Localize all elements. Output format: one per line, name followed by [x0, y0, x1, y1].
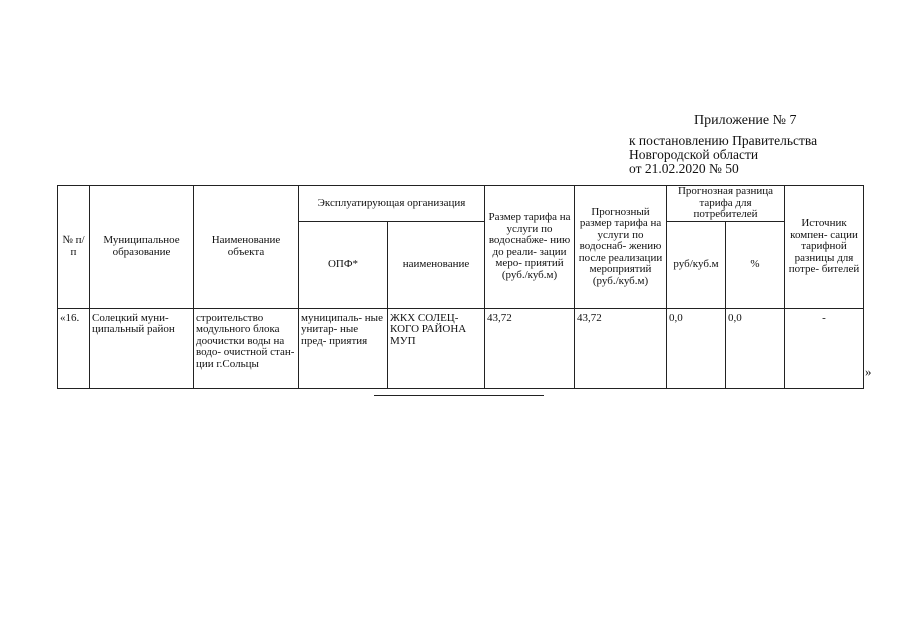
header-source: Источник компен- сации тарифной разницы для потре- бителей	[785, 186, 864, 309]
cell-object: строительство модульного блока доочистки воды на водо- очистной стан- ции г.Сольцы	[194, 308, 299, 388]
cell-num: «16.	[58, 308, 90, 388]
header-diff-rub: руб/куб.м	[667, 221, 726, 308]
cell-diff-pct: 0,0	[726, 308, 785, 388]
closing-quote: »	[865, 364, 872, 379]
tariff-table	[57, 185, 864, 389]
appendix-line-3: от 21.02.2020 № 50	[629, 161, 739, 176]
header-municipality: Муниципальное образование	[90, 186, 194, 309]
cell-diff-rub: 0,0	[667, 308, 726, 388]
appendix-title: Приложение № 7	[694, 113, 797, 128]
header-diff-group: Прогнозная разница тарифа для потребителей	[667, 186, 785, 222]
header-object: Наименование объекта	[194, 186, 299, 309]
cell-source: -	[785, 308, 864, 388]
appendix-line-2: Новгородской области	[629, 147, 759, 162]
header-num: № п/п	[58, 186, 90, 309]
header-opf: ОПФ*	[299, 221, 388, 308]
cell-municipality: Солецкий муни- ципальный район	[90, 308, 194, 388]
header-name: наименование	[388, 221, 485, 308]
header-operator-group: Эксплуатирующая организация	[299, 186, 485, 222]
cell-name: ЖКХ СОЛЕЦ- КОГО РАЙОНА МУП	[388, 308, 485, 388]
cell-opf: муниципаль- ные унитар- ные пред- приятия	[299, 308, 388, 388]
appendix-line-1: к постановлению Правительства	[629, 133, 818, 148]
table-row	[58, 308, 864, 388]
cell-tariff-forecast: 43,72	[575, 308, 667, 388]
header-tariff-forecast: Прогнозный размер тарифа на услуги по водоснаб- жению после реализации мероприятий (руб./куб.м)	[575, 186, 667, 309]
header-diff-pct: %	[726, 221, 785, 308]
cell-tariff-before: 43,72	[485, 308, 575, 388]
separator-line	[374, 395, 544, 396]
appendix-header	[629, 114, 817, 176]
header-tariff-before: Размер тарифа на услуги по водоснабже- нию до реали- зации меро- приятий (руб./куб.м)	[485, 186, 575, 309]
